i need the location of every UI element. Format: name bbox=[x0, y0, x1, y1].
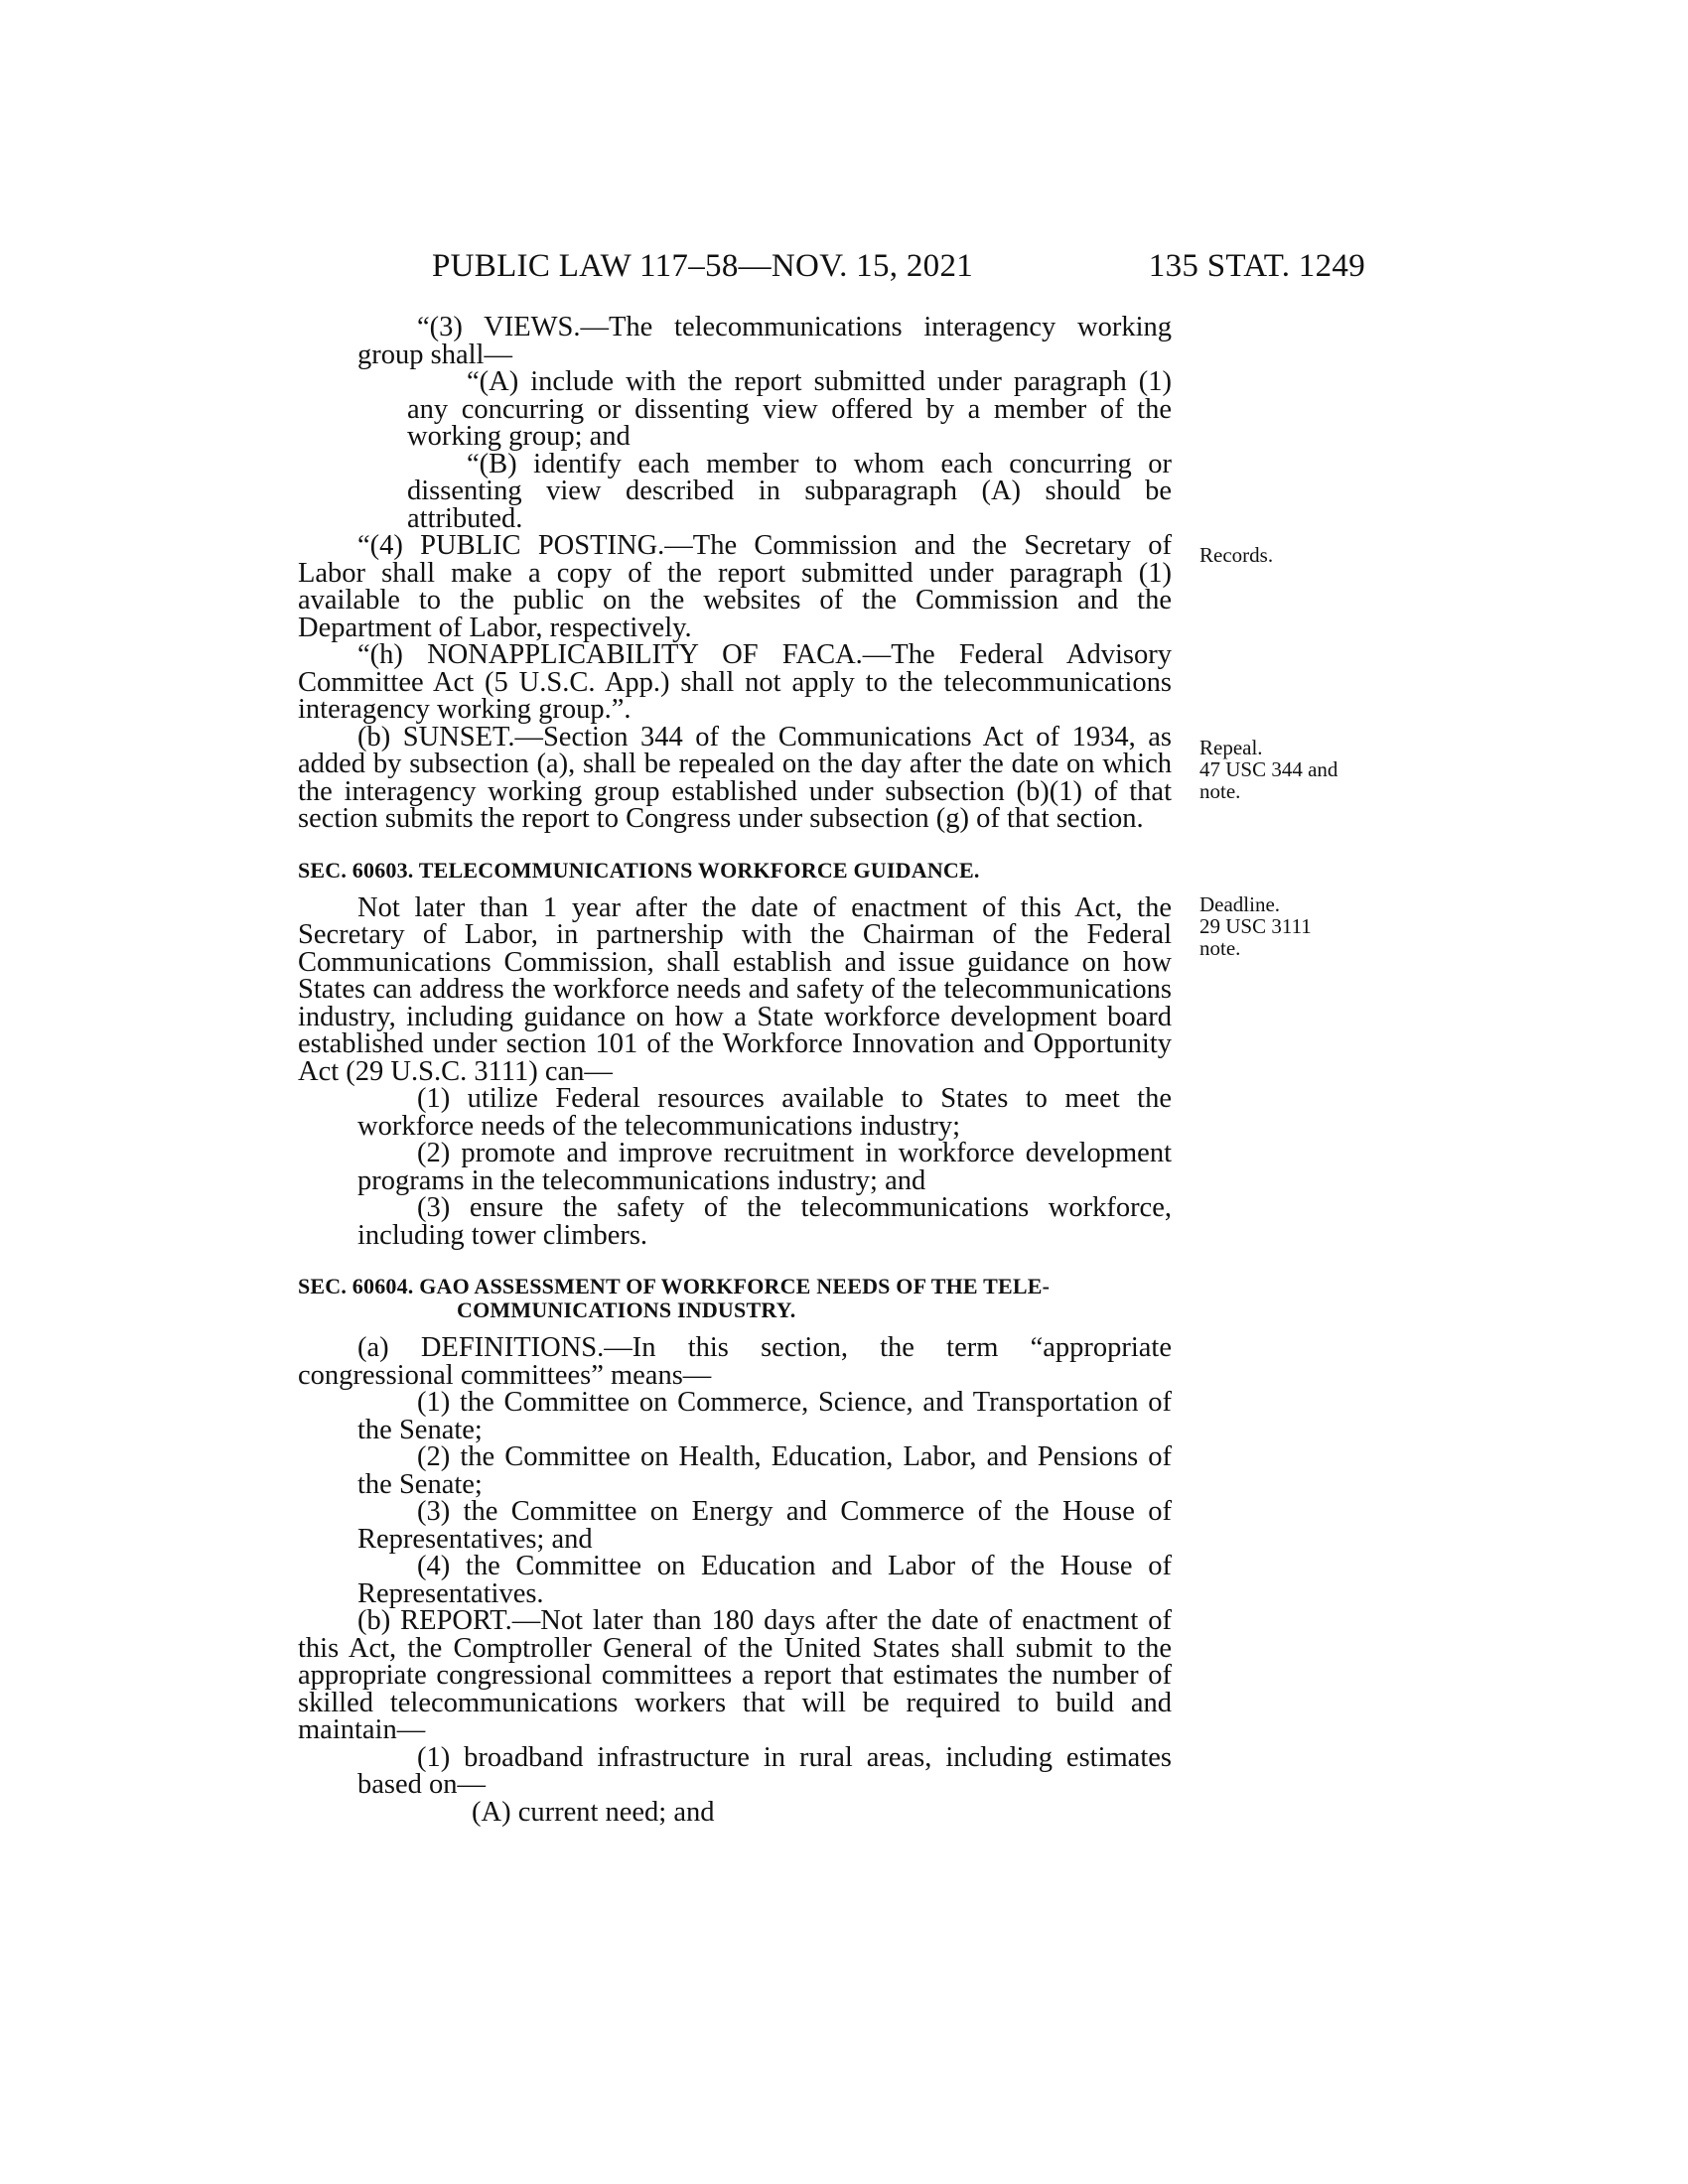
margin-note-repeal-note: note. bbox=[1199, 779, 1241, 803]
paragraph-report-1: (1) broadband infrastructure in rural areas, including estimates based on— bbox=[357, 1741, 1172, 1800]
margin-note-repeal-label: Repeal. bbox=[1199, 736, 1263, 759]
paragraph-guidance-3: (3) ensure the safety of the telecommunications workforce, including tower climbers. bbox=[357, 1192, 1172, 1251]
paragraph-views-b: “(B) identify each member to whom each concurring or dissenting view described in subparagraph (A) should be attributed. bbox=[407, 448, 1172, 534]
paragraph-report: (b) REPORT.—Not later than 180 days after the date of enactment of this Act, the Comptroller General of the United States shall submit to the appropriate congressional committees a report that estimates the number of skilled telecommunications workers that will be required to build and maintain— bbox=[298, 1605, 1172, 1745]
paragraph-public-posting: “(4) PUBLIC POSTING.—The Commission and the Secretary of Labor shall make a copy of the report submitted under paragraph (1) available to the public on the websites of the Commission and the Department of Labor, respectively. bbox=[298, 530, 1172, 643]
margin-note-repeal-cite: 47 USC 344 and bbox=[1199, 757, 1338, 781]
paragraph-definitions-3: (3) the Committee on Energy and Commerce of the House of Representatives; and bbox=[357, 1496, 1172, 1555]
section-heading-60603: SEC. 60603. TELECOMMUNICATIONS WORKFORCE GUIDANCE. bbox=[298, 857, 980, 883]
paragraph-sunset: (b) SUNSET.—Section 344 of the Communications Act of 1934, as added by subsection (a), shall be repealed on the day after the date on which the interagency working group established under subsection (b)(1) of that section submits the report to Congress under subsection (g) of that section. bbox=[298, 721, 1172, 834]
margin-note-deadline-note: note. bbox=[1199, 936, 1241, 960]
section-heading-60604-line2: COMMUNICATIONS INDUSTRY. bbox=[457, 1297, 796, 1322]
paragraph-guidance-2: (2) promote and improve recruitment in workforce development programs in the telecommunications industry; and bbox=[357, 1138, 1172, 1196]
paragraph-report-1-a: (A) current need; and bbox=[472, 1796, 715, 1828]
public-law-citation: PUBLIC LAW 117–58—NOV. 15, 2021 bbox=[432, 248, 974, 284]
margin-note-deadline-cite: 29 USC 3111 bbox=[1199, 914, 1312, 938]
paragraph-definitions-2: (2) the Committee on Health, Education, Labor, and Pensions of the Senate; bbox=[357, 1441, 1172, 1500]
paragraph-guidance: Not later than 1 year after the date of enactment of this Act, the Secretary of Labor, in partnership with the Chairman of the Federal Communications Commission, shall establish and issue guidance on how States can address the workforce needs and safety of the telecommunications industry, including guidance on how a State workforce development board established under section 101 of the Workforce Innovation and Opportunity Act (29 U.S.C. 3111) can— bbox=[298, 891, 1172, 1087]
margin-note-deadline-label: Deadline. bbox=[1199, 892, 1281, 916]
statute-page-number: 135 STAT. 1249 bbox=[1148, 248, 1365, 284]
margin-note-deadline bbox=[1199, 893, 1398, 959]
paragraph-definitions-4: (4) the Committee on Education and Labor of the House of Representatives. bbox=[357, 1551, 1172, 1609]
paragraph-definitions-1: (1) the Committee on Commerce, Science, and Transportation of the Senate; bbox=[357, 1387, 1172, 1445]
paragraph-guidance-1: (1) utilize Federal resources available to States to meet the workforce needs of the telecommunications industry; bbox=[357, 1083, 1172, 1142]
paragraph-nonapplicability: “(h) NONAPPLICABILITY OF FACA.—The Federal Advisory Committee Act (5 U.S.C. App.) shall not apply to the telecommunications interagency working group.”. bbox=[298, 639, 1172, 725]
section-heading-60604 bbox=[298, 1275, 1172, 1322]
margin-note-records-text: Records. bbox=[1199, 543, 1274, 567]
document-body bbox=[298, 314, 1172, 1826]
paragraph-definitions: (a) DEFINITIONS.—In this section, the term “appropriate congressional committees” means— bbox=[298, 1332, 1172, 1391]
paragraph-views-a: “(A) include with the report submitted under paragraph (1) any concurring or dissenting view offered by a member of the working group; and bbox=[407, 366, 1172, 452]
margin-note-records bbox=[1199, 544, 1398, 566]
section-heading-60604-line1: SEC. 60604. GAO ASSESSMENT OF WORKFORCE NEEDS OF THE TELE- bbox=[298, 1274, 1051, 1298]
paragraph-views: “(3) VIEWS.—The telecommunications interagency working group shall— bbox=[357, 312, 1172, 370]
margin-note-repeal bbox=[1199, 737, 1398, 802]
